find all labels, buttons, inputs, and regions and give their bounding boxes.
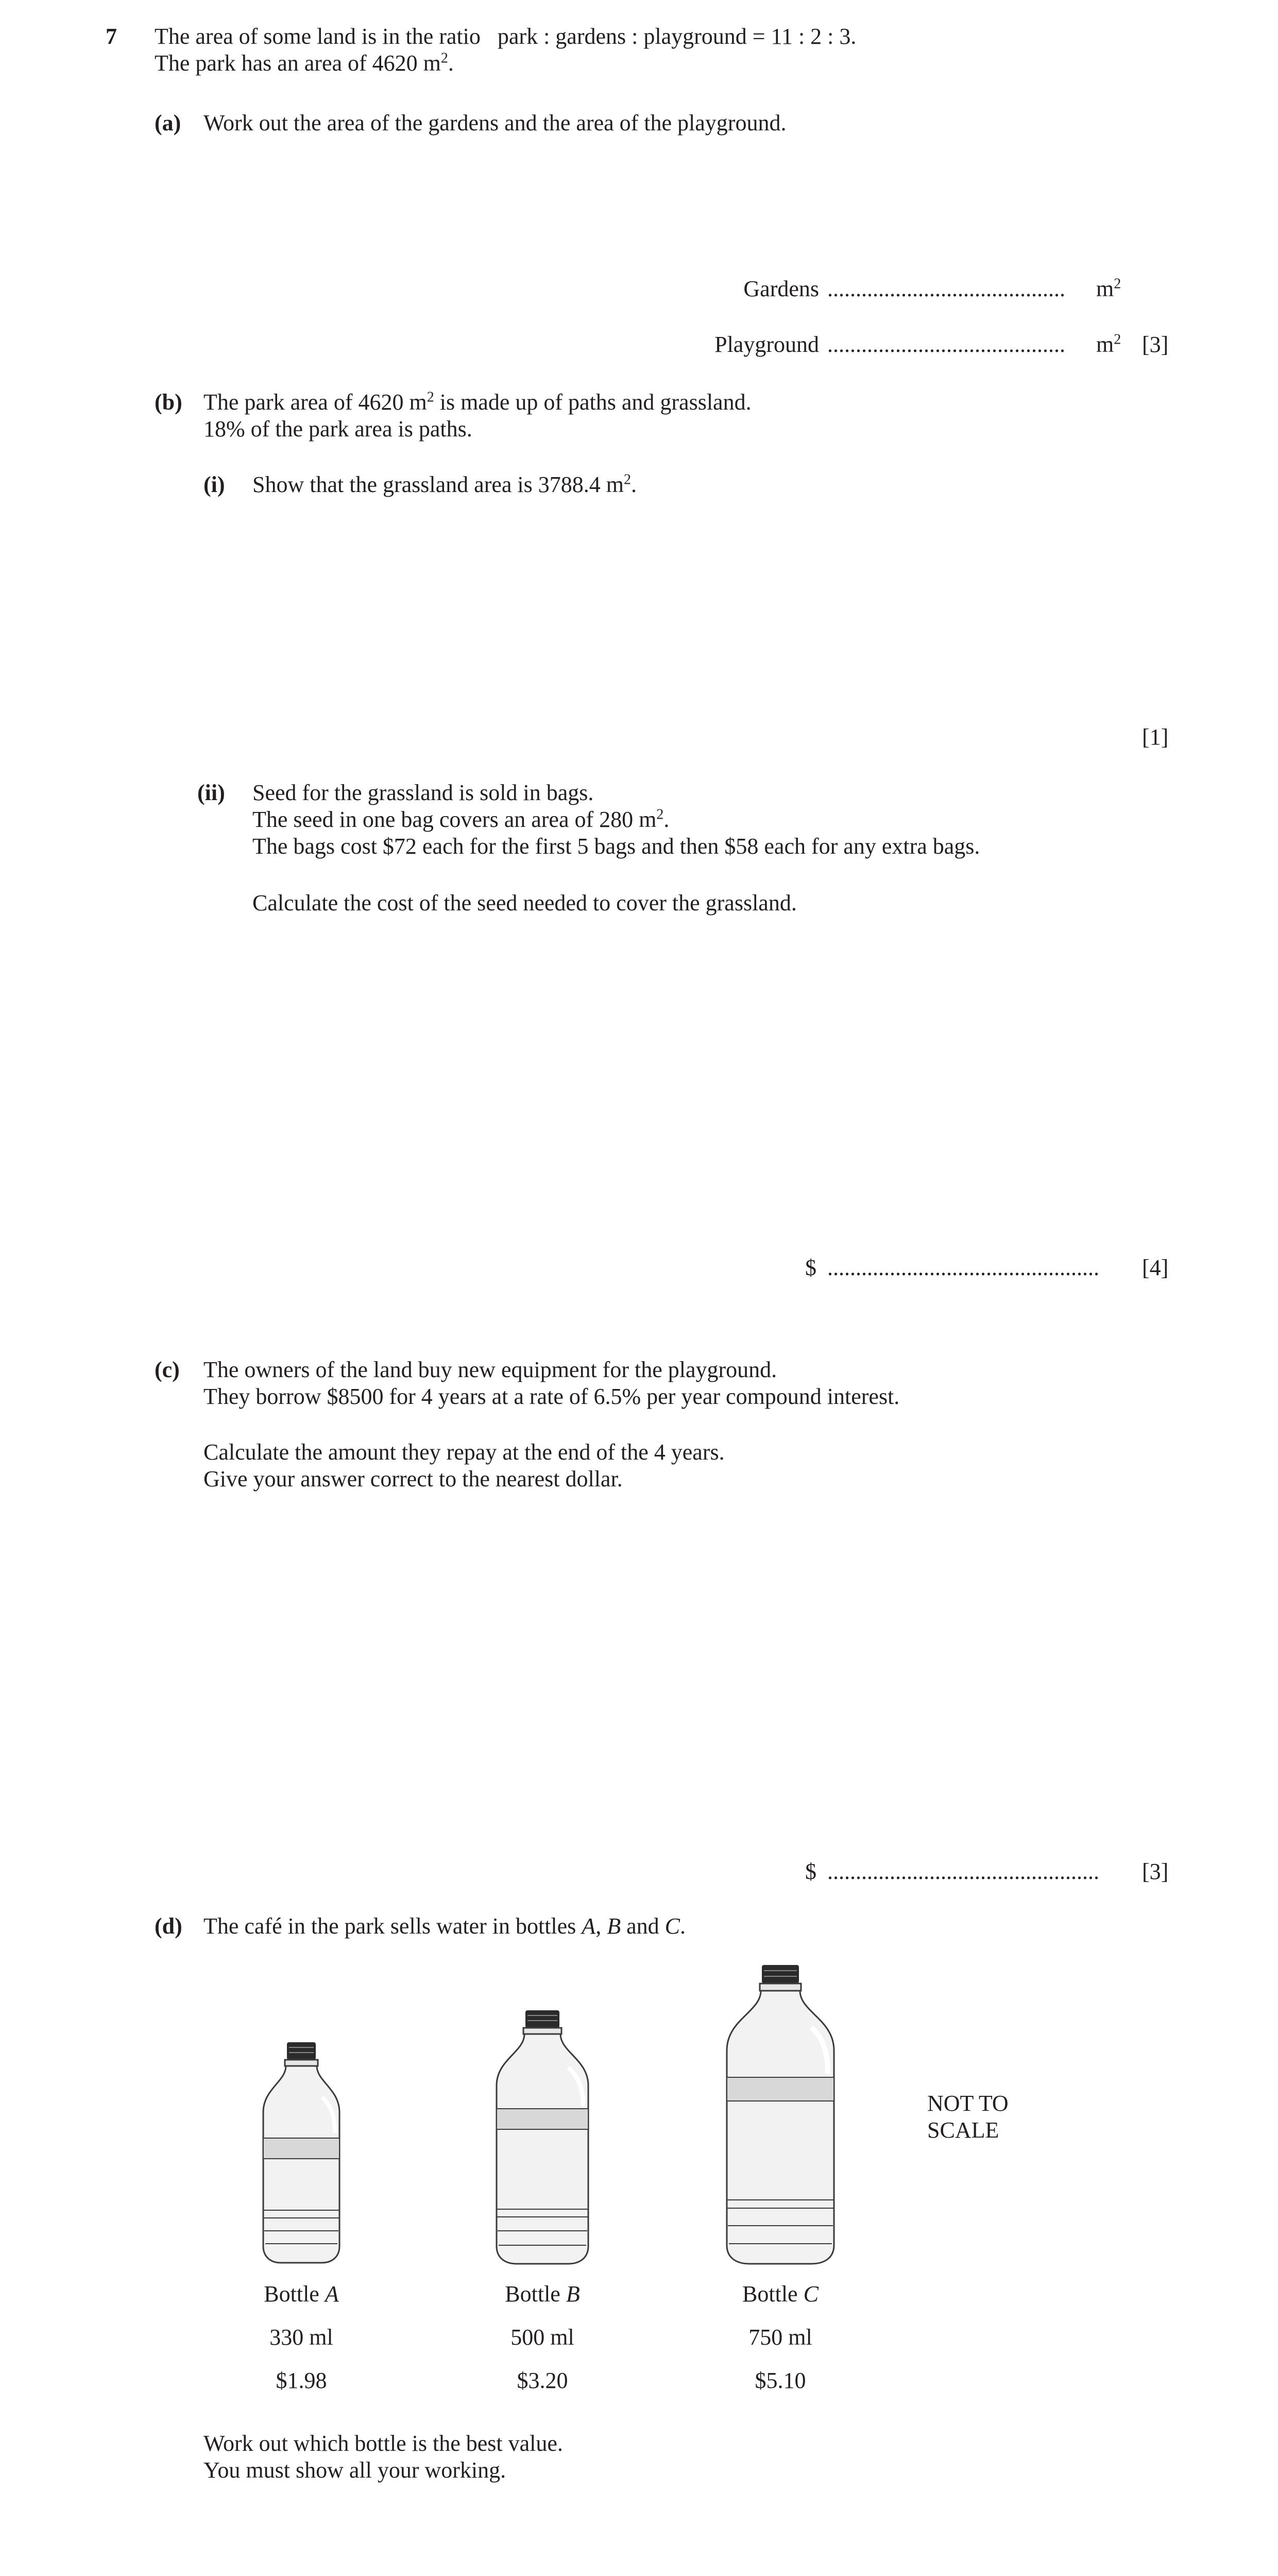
part-b-ii-marks: [4] <box>1142 1255 1169 1280</box>
bottle-c-name: Bottle C <box>742 2281 819 2307</box>
not-to-scale-line-1: NOT TO <box>927 2091 1009 2116</box>
part-a-question: Work out the area of the gardens and the area of the playground. <box>203 110 787 135</box>
part-c-line-3: Calculate the amount they repay at the end of the 4 years. <box>203 1439 725 1465</box>
intro-line-1 <box>155 23 856 50</box>
bottle-a-icon <box>260 2040 343 2267</box>
bottle-b-price: $3.20 <box>517 2368 568 2393</box>
part-b-i-label: (i) <box>203 472 225 497</box>
part-b-ii-line-3: The bags cost $72 each for the first 5 bags and then $58 each for any extra bags. <box>252 834 980 859</box>
bottle-b-volume: 500 ml <box>510 2325 574 2350</box>
gardens-unit: $m^2$ <box>1096 276 1121 301</box>
part-b-ii-line-1: Seed for the grassland is sold in bags. <box>252 780 594 805</box>
bottle-a-volume: 330 ml <box>269 2325 333 2350</box>
bottle-a-name: Bottle A <box>264 2281 339 2307</box>
bottle-c-volume: 750 ml <box>748 2325 812 2350</box>
not-to-scale-line-2: SCALE <box>927 2117 999 2143</box>
playground-label: Playground <box>714 332 819 357</box>
intro-ratio: park : gardens : playground = 11 : 2 : 3. <box>497 24 857 49</box>
playground-answer-field[interactable]: .......................................... <box>827 332 1065 357</box>
part-c-line-4: Give your answer correct to the nearest dollar. <box>203 1466 623 1492</box>
part-b-line-2: 18% of the park area is paths. <box>203 416 472 442</box>
part-b-ii-answer-field[interactable]: ................................................ <box>827 1255 1099 1280</box>
bottle-c-price: $5.10 <box>755 2368 806 2393</box>
part-c-dollar: $ <box>805 1859 816 1884</box>
part-d-line-1: Work out which bottle is the best value. <box>203 2431 563 2456</box>
part-b-ii-dollar: $ <box>805 1255 816 1280</box>
superscript: 2 <box>440 50 448 66</box>
punctuation: . <box>448 50 454 76</box>
part-c-marks: [3] <box>1142 1859 1169 1884</box>
part-c-label: (c) <box>155 1357 180 1382</box>
part-b-ii-line-2: The seed in one bag covers an area of 280 $m^2$. <box>252 806 670 832</box>
part-c-line-2: They borrow $8500 for 4 years at a rate of 6.5% per year compound interest. <box>203 1384 900 1409</box>
part-b-ii-label: (ii) <box>197 780 225 805</box>
bottle-b-name: Bottle B <box>505 2281 580 2307</box>
intro-line-2 <box>155 50 454 77</box>
bottle-c-icon <box>724 1963 837 2267</box>
question-number: 7 <box>106 24 117 49</box>
part-d-label: (d) <box>155 1913 182 1939</box>
part-b-label: (b) <box>155 389 182 415</box>
playground-unit: $m^2$ <box>1096 331 1121 357</box>
part-c-line-1: The owners of the land buy new equipment for the playground. <box>203 1357 777 1382</box>
gardens-label: Gardens <box>743 276 819 301</box>
part-a-marks: [3] <box>1142 332 1169 357</box>
part-b-i-question: Show that the grassland area is 3788.4 $m^2$. <box>252 471 637 497</box>
part-d-line-2: You must show all your working. <box>203 2458 506 2483</box>
bottle-b-icon <box>493 2008 591 2267</box>
part-b-i-marks: [1] <box>1142 724 1169 750</box>
part-d-question: The café in the park sells water in bottles A, B and C. <box>203 1913 686 1939</box>
intro-text: The area of some land is in the ratio <box>155 24 481 49</box>
part-b-line-1: The park area of 4620 $m^2$ is made up of paths and grassland. <box>203 389 752 415</box>
park-area-text: The park has an area of 4620 m <box>155 50 441 76</box>
part-a-label: (a) <box>155 110 181 135</box>
bottle-a-price: $1.98 <box>276 2368 327 2393</box>
part-b-ii-line-4: Calculate the cost of the seed needed to cover the grassland. <box>252 890 797 916</box>
part-c-answer-field[interactable]: ................................................ <box>827 1859 1099 1884</box>
gardens-answer-field[interactable]: .......................................... <box>827 276 1065 301</box>
